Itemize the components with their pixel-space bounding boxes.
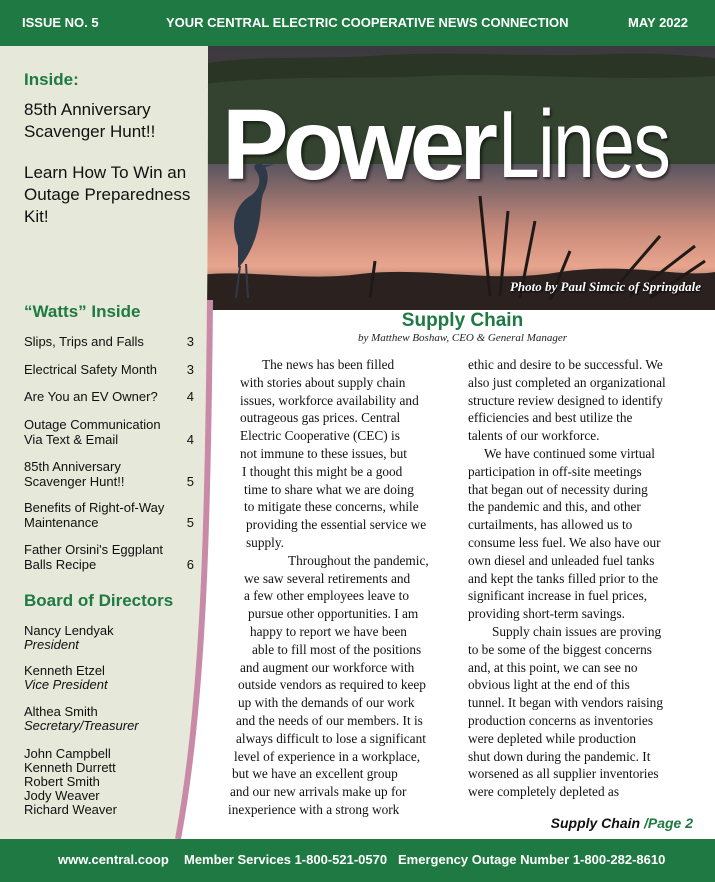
toc-item[interactable] bbox=[24, 362, 194, 377]
article-line: Electric Cooperative (CEC) is bbox=[240, 428, 400, 444]
article-line: always difficult to lose a significant bbox=[236, 730, 426, 746]
article-line: able to fill most of the positions bbox=[252, 641, 422, 657]
article-line: production concerns as inventories bbox=[468, 712, 653, 728]
website-link[interactable]: www.central.coop bbox=[58, 852, 169, 867]
article-line: Throughout the pandemic, bbox=[288, 552, 429, 568]
article-line: participation in off-site meetings bbox=[468, 463, 642, 479]
toc-item-title: Are You an EV Owner? bbox=[24, 389, 158, 404]
board-member-name: Nancy Lendyak bbox=[24, 623, 114, 638]
article-line: happy to report we have been bbox=[250, 623, 407, 639]
article-line: and our new arrivals make up for bbox=[230, 784, 407, 800]
issue-date: MAY 2022 bbox=[628, 15, 688, 30]
article-line: ethic and desire to be successful. We bbox=[468, 357, 663, 372]
teaser-scavenger-hunt: 85th Anniversary Scavenger Hunt!! bbox=[24, 100, 156, 141]
article-line: not immune to these issues, but bbox=[240, 445, 407, 461]
board-member-name: Richard Weaver bbox=[24, 802, 117, 817]
board-member-name: Jody Weaver bbox=[24, 788, 100, 803]
board-member bbox=[24, 664, 108, 692]
board-member-role: President bbox=[24, 637, 79, 652]
article-line: outrageous gas prices. Central bbox=[240, 410, 401, 426]
toc-item-page: 4 bbox=[186, 432, 194, 447]
top-banner bbox=[0, 0, 715, 46]
article-line: curtailments, has allowed us to bbox=[468, 517, 633, 533]
toc-item-page: 5 bbox=[186, 515, 194, 530]
article-line: significant increase in fuel prices, bbox=[468, 588, 648, 604]
article-line: structure review designed to identify bbox=[468, 392, 663, 408]
board-member bbox=[24, 747, 111, 761]
board-member-name: Althea Smith bbox=[24, 704, 98, 719]
board-member bbox=[24, 705, 139, 733]
article-line: supply. bbox=[246, 534, 284, 550]
toc-item[interactable] bbox=[24, 334, 194, 349]
toc-item-title: Father Orsini's Eggplant Balls Recipe bbox=[24, 542, 164, 572]
inside-heading: Inside: bbox=[24, 70, 79, 89]
teaser-outage-kit: Learn How To Win an Outage Preparedness Kit! bbox=[24, 163, 191, 226]
article-column-2 bbox=[468, 356, 698, 801]
toc-heading: “Watts” Inside bbox=[24, 302, 141, 321]
article-line: own diesel and unleaded fuel tanks bbox=[468, 552, 655, 568]
toc-item-page: 4 bbox=[186, 389, 194, 404]
article-line: a few other employees leave to bbox=[244, 588, 410, 604]
board-member-name: Kenneth Durrett bbox=[24, 760, 116, 775]
article-column-1 bbox=[226, 356, 456, 819]
article-title: Supply Chain bbox=[401, 310, 524, 331]
toc-item-title: Outage Communication Via Text & Email bbox=[24, 417, 161, 447]
masthead-title-power: Power bbox=[222, 89, 493, 201]
article-line: talents of our workforce. bbox=[468, 428, 600, 444]
article-line: efficiencies and best utilize the bbox=[468, 410, 633, 426]
toc-item-page: 3 bbox=[186, 334, 194, 349]
article-line: were depleted while production bbox=[468, 730, 636, 746]
article-line: providing short-term savings. bbox=[468, 606, 625, 622]
article-line: also just completed an organizational bbox=[468, 374, 666, 390]
toc-item-page: 3 bbox=[186, 362, 194, 377]
article-line: pursue other opportunities. I am bbox=[248, 606, 419, 622]
toc-item-page: 5 bbox=[186, 474, 194, 489]
toc-item[interactable] bbox=[24, 389, 194, 404]
article-line: up with the demands of our work bbox=[238, 695, 415, 711]
masthead-title-lines: Lines bbox=[498, 91, 670, 198]
toc-item[interactable] bbox=[24, 459, 194, 489]
board-member bbox=[24, 803, 117, 817]
article-byline: by Matthew Boshaw, CEO & General Manager bbox=[357, 332, 568, 344]
toc-item-title: 85th Anniversary Scavenger Hunt!! bbox=[24, 459, 125, 489]
board-member bbox=[24, 775, 100, 789]
toc-item-title: Benefits of Right-of-Way Maintenance bbox=[24, 500, 165, 530]
article-line: The news has been filled bbox=[262, 357, 395, 372]
toc-item-page: 6 bbox=[186, 557, 194, 572]
article-line: to mitigate these concerns, while bbox=[244, 499, 419, 515]
article-line: consume less fuel. We also have our bbox=[468, 534, 661, 550]
board-member-role: Vice President bbox=[24, 677, 108, 692]
article-line: that began out of necessity during bbox=[468, 481, 648, 497]
article-line: time to share what we are doing bbox=[244, 481, 414, 497]
board-member-name: John Campbell bbox=[24, 746, 111, 761]
article-line: tunnel. It began with vendors raising bbox=[468, 695, 663, 711]
article-line: issues, workforce availability and bbox=[240, 392, 419, 408]
photo-credit: Photo by Paul Simcic of Springdale bbox=[509, 279, 701, 294]
article-line: worsened as all supplier inventories bbox=[468, 766, 659, 782]
article-line: with stories about supply chain bbox=[240, 374, 406, 390]
toc-item[interactable] bbox=[24, 500, 194, 530]
board-member bbox=[24, 624, 114, 652]
continued-label: Supply Chain bbox=[550, 815, 641, 831]
article-line: obvious light at the end of this bbox=[468, 677, 630, 693]
member-services-phone[interactable]: Member Services 1-800-521-0570 bbox=[184, 852, 388, 867]
article-line: providing the essential service we bbox=[246, 517, 427, 533]
board-heading: Board of Directors bbox=[24, 591, 174, 610]
article-line: I thought this might be a good bbox=[242, 463, 403, 479]
banner-tagline: YOUR CENTRAL ELECTRIC COOPERATIVE NEWS CONNECTION bbox=[166, 15, 569, 30]
board-member-name: Kenneth Etzel bbox=[24, 663, 105, 678]
board-member-name: Robert Smith bbox=[24, 774, 100, 789]
toc-item-title: Electrical Safety Month bbox=[24, 362, 157, 377]
article-line: outside vendors as required to keep bbox=[238, 677, 426, 693]
toc-item[interactable] bbox=[24, 542, 194, 572]
board-member-role: Secretary/Treasurer bbox=[24, 718, 139, 733]
board-member bbox=[24, 761, 116, 775]
issue-number: ISSUE NO. 5 bbox=[22, 15, 99, 30]
article-line: to be some of the biggest concerns bbox=[468, 641, 652, 657]
article-line: inexperience with a strong work bbox=[228, 801, 400, 817]
toc-item-title: Slips, Trips and Falls bbox=[24, 334, 144, 349]
article-line: and the needs of our members. It is bbox=[236, 712, 423, 728]
article-line: We have continued some virtual bbox=[484, 445, 655, 461]
article-line: level of experience in a workplace, bbox=[234, 748, 421, 764]
article-line: were completely depleted as bbox=[468, 784, 619, 800]
continued-on[interactable] bbox=[551, 815, 693, 831]
emergency-outage-phone[interactable]: Emergency Outage Number 1-800-282-8610 bbox=[398, 852, 666, 867]
article-line: Supply chain issues are proving bbox=[492, 623, 662, 639]
article-line: and kept the tanks filled prior to the bbox=[468, 570, 659, 586]
board-member bbox=[24, 789, 100, 803]
article-line: shut down during the pandemic. It bbox=[468, 748, 651, 764]
article-line: and, at this point, we can see no bbox=[468, 659, 638, 675]
article-line: and augment our workforce with bbox=[240, 659, 415, 675]
article-line: but we have an excellent group bbox=[232, 766, 398, 782]
continued-page: /Page 2 bbox=[643, 815, 693, 831]
bottom-banner bbox=[0, 839, 715, 882]
article-line: the pandemic and this, and other bbox=[468, 499, 641, 515]
toc-item[interactable] bbox=[24, 417, 194, 447]
article-line: we saw several retirements and bbox=[244, 570, 411, 586]
